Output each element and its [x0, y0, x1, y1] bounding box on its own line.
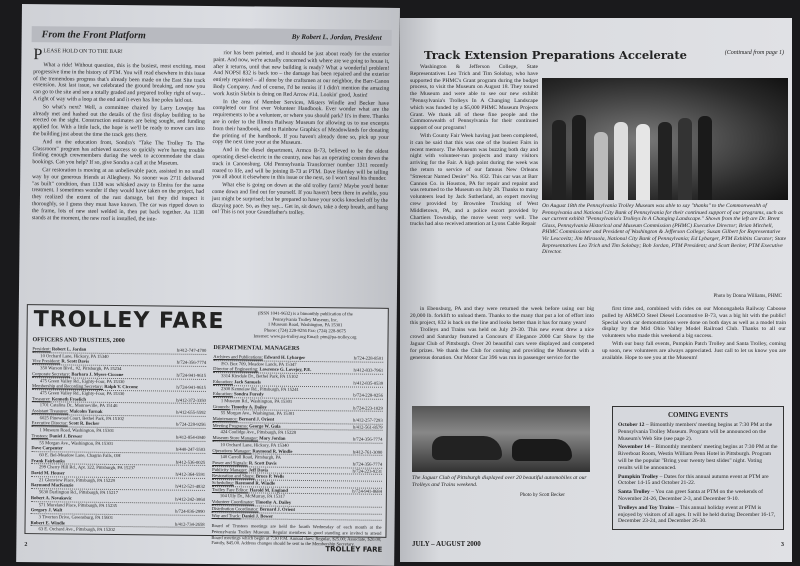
staff-role: Power and Signals: [212, 459, 248, 466]
staff-address: 104 Ully Dr., McMurray, PA 15317 [219, 493, 286, 500]
column-title: From the Front Platform [41, 28, 146, 41]
coming-events-box [612, 406, 784, 530]
staff-address: 1 Museum Road, Washington, PA 15301 [39, 427, 115, 434]
staff-address: 55 Morgan Ave., Washington, PA 15301 [39, 439, 114, 446]
lead-line: LEASE HOLD ON TO THE BAR! [43, 48, 123, 56]
staff-phone: h/412-761-3090 [352, 449, 383, 455]
event-item [618, 422, 778, 442]
paragraph: So what's next? Well, a committee chaired by Larry Lovejoy has already met and hashed out the details of the first display building to be erected on the sight. Construction estimates are being sought, and funding applied for. With a little luck, the hope is we'll be ready to move cars into the building just about the time the track gets there. [32, 104, 205, 139]
staff-role: Treasurer: [31, 395, 51, 401]
staff-address: 10 Orchard Lane, Hickory, PA 15340 [220, 441, 289, 448]
staff-name: Jack Samuels [234, 379, 261, 385]
continued-note: (Continued from page 1) [724, 50, 784, 56]
staff-name: Jeff Davis [248, 467, 269, 473]
masthead-info-line: Pennsylvania Trolley Museum, Inc. [272, 316, 338, 323]
page-number: 2 [24, 542, 28, 549]
column-header [32, 26, 392, 46]
staff-role: Publicity Manager: [212, 466, 248, 473]
staff-name: Daniel J. Bower [241, 512, 274, 519]
staff-phone: h/412-734-2658 [174, 521, 205, 527]
staff-name: Lawrence G. Lovejoy, P.E. [259, 366, 312, 373]
staff-name: Harold M. England [249, 487, 289, 493]
staff-phone: h/724-836-2990 [175, 508, 205, 515]
event-title: Pumpkin Trolley [618, 473, 659, 480]
staff-name: Frank Fairbanks [31, 457, 65, 464]
paragraph: Car restoration is moving at an unbelievable pace, assisted in no small way by our generous friends at Allegheny. No sooner was 2711 delivered "as built" condition, than 1138 was whisked away to Elmira for the same treatment. I sometimes wonder if they would have taken on the project, had they realized the extent of the rust damage, but they did inspect it thoroughly, so I guess they must have known. The car was ripped down to the frame, lots of new steel welded in, then put back together. As 1138 stands at the moment, the new roof is installed, the inte- [31, 167, 205, 222]
staff-phone: h/412-242-3064 [175, 496, 205, 502]
staff-phone: h/724-941-9615 [176, 384, 207, 391]
staff-name: R. Scott Davis [61, 358, 90, 365]
staff-phone: h/724-356-7774 [352, 436, 383, 442]
staff-name: Bernard J. Orient [238, 416, 275, 422]
staff-phone: h/412-372-3350 [176, 397, 206, 403]
staff-address: 3314 Kirsdale Dr., Bethel Park, PA 15102 [221, 373, 298, 380]
staff-address: 1701 Catalina Dr., Monroeville, PA 15146 [39, 402, 118, 409]
staff-phone: h/724-356-7774 [352, 461, 383, 467]
paragraph: With our busy fall events, Pumpkin Patch Trolley and Santa Trolley, coming up soon, new volunteers are always appreciated. Just call to let us know you are available. Hope to see you at the Museum! [602, 340, 786, 361]
staff-role: Education: [213, 378, 233, 385]
staff-role: Education: [212, 391, 233, 397]
page-number: 3 [781, 542, 784, 548]
events-heading: COMING EVENTS [667, 411, 729, 419]
staff-phone: h/724-941-8684 [352, 488, 382, 494]
staff-phone: h/412-536-0025 [175, 459, 206, 465]
article-column-mid-2 [602, 306, 786, 362]
managers-list [211, 343, 383, 548]
event-item [618, 489, 778, 503]
staff-role: Director of Engineering: [213, 366, 259, 372]
staff-phone: h/412-854-6940 [175, 434, 206, 440]
staff-address: 60 E. Bel-Meadow Lane, Chagrin Falls, OH [39, 452, 121, 459]
masthead-title: TROLLEY FARE [33, 307, 225, 335]
staff-address: 424 Coolidge Ave., Pittsburgh, PA 15228 [220, 429, 297, 436]
staff-phone: h/412-835-0539 [353, 380, 384, 386]
masthead-info-line: Internet: www.pa-trolley.org Email: ptm@pa-trolley.org [253, 333, 357, 340]
paragraph: And in the diesel department, Armco B-73, believed to be the oldest operating diesel-electric in the country, now has an operating cousin down the track in Canonsburg. Old Pennsylvania Transformer number 1311 recently roared to life, and will be joining B-73 at PTM. Dave Hamley will be telling you all about it elsewhere in this issue or the next, so I won't steal his thunder. [212, 147, 389, 183]
staff-role: Volunteer Coordinator: [211, 499, 255, 505]
staff-role: Vice President: [32, 358, 61, 364]
staff-phone: h/412-833-7961 [353, 367, 384, 374]
staff-phone: b/724-228-9256 [353, 392, 383, 399]
staff-name: Bernard J. Orient [259, 506, 296, 512]
issue-date: JULY – AUGUST 2000 [412, 540, 481, 548]
event-item [618, 474, 778, 488]
staff-name: Robert A. Novakovic [30, 494, 72, 501]
staff-role: Scheduling: [211, 480, 234, 486]
staff-phone: h/412-747-4700 [176, 347, 207, 353]
staff-address: 2300 Kennelaw Rd., Pittsburgh, PA 15241 [220, 385, 299, 392]
staff-address: 475 Green Valley Rd., Eighty-Four, PA 15330 [39, 390, 125, 397]
masthead-info-line: (ISSN 1041-9632) is a bimonthly publication of the [257, 310, 353, 317]
staff-role: Executive Director: [31, 420, 68, 426]
staff-address: 571 Moreland Place, Pittsburgh, PA 15235 [38, 501, 118, 508]
staff-address: 6025 Pinewood Court, Bethel Park, PA 15102 [39, 414, 125, 421]
staff-phone: h/724-228-8501 [353, 355, 384, 361]
staff-role: Corporate Secretary: [32, 370, 71, 377]
staff-phone: h/724-356-7774 [176, 360, 207, 366]
article-column-mid-1 [410, 306, 594, 362]
paragraph: What a ride! Without question, this is the busiest, most exciting, most progressive time in the history of PTM. You will read elsewhere in this issue of the tremendous progress that's already been made on the East Site track extension. Just last issue, we celebrated the ground breaking, and now you can go to the site and see a totally graded and prepared trolley right of way... A right of way with a loop at the end and it even has line poles laid out. [32, 62, 206, 104]
paragraph: Washington & Jefferson College, State Representatives Leo Trich and Tim Solobay, who have supported the PHMC's Grant program during the budget process, to visit the Museum on August 18. They toured the Museum and were able to see our new exhibit "Pennsylvania's Trolleys In A Changing Landscape which was funded by a $5,000 PHMC Museum Projects Grant. We thank all of these fine people and the Commonwealth of Pennsylvania for their continued support of our programs! [410, 64, 538, 132]
staff-address: 350 Warson Blvd., #2, Pittsburgh, PA 15234 [40, 365, 122, 372]
car-show-photo [412, 406, 590, 472]
staff-role: Trolley Fare Editor: [211, 486, 249, 493]
staff-name: Dave Carpenter [31, 445, 63, 451]
staff-name: Malcolm Turnak [69, 408, 103, 414]
staff-name: Ralph V. Ciccone [104, 384, 138, 390]
staff-name: R. Scott Davis [248, 460, 277, 466]
staff-role: Maintenance: [212, 416, 238, 422]
paragraph: What else is going on down at the old trolley farm? Maybe you'd better come down and find out for yourself. If you haven't been there in awhile, you just might be surprised; but be prepared to have your socks knocked off by the dizzying pace. So, as they say... Get in, sit down, take a deep breath, and hang on! This is not your Grandfather's trolley. [211, 182, 389, 217]
staff-name: Bruce P. Wells [255, 473, 285, 480]
staff-role: Trustees: [31, 432, 49, 439]
event-item [618, 444, 778, 471]
paragraph: With County Fair Week having just been completed, it can be said that this was one of the busiest Fairs in recent memory. The Museum was buzzing both day and night with volunteer-run projects and many visitors arriving for the Fair. A high point during the week was the return to service of our famous New Orleans "Streetcar Named Desire" No. 832. This car was at Barr Cannon Co. in Houston, PA for repair and repaint and was returned to the Museum on July 28. Thanks to many volunteers lead by Jack Sutherland, an expert moving crew provided by Brownlee Trucking of West Middletown, PA, and a police escort provided by Chartiers Township, the move went very well. The trucks had also received attention at Lyons Cable Repair [410, 132, 538, 228]
masthead-info-line: Phone: (724) 228-9256 Fax: (724) 228-9675 [264, 327, 347, 334]
staff-name: Barbara J. Myers-Ciccone [71, 371, 124, 377]
photo-caption: The Jaguar Club of Pittsburgh displayed over 20 beautiful automobiles at our Trolleys and Trains weekend. [412, 475, 587, 488]
staff-address: 10 Orchard Lane, Hickory, PA 15340 [40, 352, 109, 359]
staff-name: Scott R. Becker [68, 420, 100, 427]
staff-role: Archives and Publications: [213, 354, 263, 360]
article-column-2 [212, 50, 390, 219]
photo-caption: On August 18th the Pennsylvania Trolley Museum was able to say "thanks" to the Commonwealth of Pennsylvania and National City Bank of Pennsylvania for their continued support of our programs, such as our current exhibit "Pennsylvania's Trolleys In A Changing Landscape." Shown from the left are Dr. Brent Glass, Pennsylvania Historical and Museum Commission (PHMC) Executive Director; Brian Mitchell, PHMC Commissioner and President of Washington & Jefferson College; Susan Gilbert for Representative Vic Lescovitz; Jim Mirasola, National City Bank of Pennsylvania; Ed Lybarger, PTM Exhibits Curator; State Representatives Leo Trich and Tim Solobay; Bob Jordan, PTM President; and Scott Becker, PTM Executive Director. [542, 203, 787, 256]
staff-entry [30, 520, 204, 534]
left-page [16, 4, 400, 566]
staff-address: 5630 Darlington Rd., Pittsburgh, PA 15217 [38, 489, 119, 496]
staff-phone: h/724-941-9615 [176, 372, 207, 378]
staff-role: Way and Track: [211, 512, 241, 518]
staff-address: 140 Carroll Road, Pittsburgh, PA [220, 454, 282, 460]
event-title: Santa Trolley [618, 489, 650, 496]
publication-name: TROLLEY FARE [325, 545, 383, 554]
article-column-1 [32, 48, 206, 224]
staff-address: 299 Cherry Hill Rd., Apt. 322, Pittsburgh, PA 15237 [39, 464, 136, 471]
byline: By Robert L. Jordan, President [291, 32, 382, 42]
staff-name: Mary Jordan [259, 435, 286, 441]
staff-role: President: [32, 346, 51, 352]
event-item [618, 505, 778, 525]
article-column-top [410, 64, 538, 229]
officers-list [30, 335, 206, 534]
staff-phone: h/724-223-1029 [353, 405, 383, 411]
staff-name: Sondra Furedy [233, 391, 264, 397]
staff-phone: h/412-561-8579 [352, 424, 383, 430]
staff-name: Raymond R. Windle [252, 447, 293, 454]
staff-phone: h/412-364-5591 [175, 471, 206, 478]
paragraph: In the area of Member Services, Misters Windle and Becker have completed our first ever Volunteer Handbook. Ever wonder what are the requirements to be a volunteer, or where you should park? It's in there. Thanks are in order to the Illinois Railway Museum for allowing us to use excerpts from their handbook, and to Rainbow Graphics of Meadowlands for donating the printing of the handbook. If you haven't already done so, pick up your copy the next time your at the Museum. [212, 98, 390, 147]
event-text: – Dates for this annual autumn event at PTM are October 14-15 and October 21-22. [618, 473, 769, 487]
fine-print: Board of Trustees meetings are held the fourth Wednesday of each month at the Pennsylvania Trolley Museum. Regular members in good standing are invited to attend Board meetings which begin at 7:30 P.M. Annual dues: Regular, $25.00; Associate, $20.00; Family, $45.00. Address changes should be sent to the Membership Secretary. [211, 523, 382, 547]
staff-role: Meeting Programs: [212, 422, 248, 429]
staff-name: Raymond MacKenzie [30, 482, 74, 489]
paragraph: Trolleys and Trains was held on July 29-30. This new event drew a nice crowd and Saturday featured a Concours d' Elegance 2000 Car Show by the Jaguar Club of Pittsburgh. Over 20 beautiful cars were displayed and competed for prizes. We thank the Club for coming and providing the Museum with a generous donation. Our Motor Car 396 was run in passenger service for the [410, 327, 594, 361]
staff-role: Restoration and Shops: [212, 473, 255, 479]
staff-name: Robert E. Windle [30, 519, 66, 526]
staff-address: 475 Green Valley Rd., Eighty-Four, PA 15330 [40, 377, 125, 384]
masthead-info [228, 310, 383, 340]
masthead-info-line: 1 Museum Road, Washington, PA 15301 [267, 321, 343, 328]
staff-role: Museum Store Manager: [212, 435, 259, 441]
event-title: November 14 [618, 444, 650, 451]
officers-heading: OFFICERS AND TRUSTEES, 2000 [32, 337, 125, 345]
paragraph: rior has been painted, and it should be just about ready for the exterior paint. And now, we're actually concerned with where are we going to house it, after it returns, until that new building is ready? What a wonderful problem! And NOPSI 832 is back too – the damage has been repaired and the exterior entirely repainted – all done by the craftsmen at our neighbor, the Barr-Canon Body Company. And of course, I'd be remiss if I didn't mention the amazing work Justin Skrbin is doing on Red Arrow #14. Lookin' good, Justin! [213, 50, 390, 99]
staff-role: Membership and Recording Secretary: [31, 383, 104, 390]
article-title: Track Extension Preparations Accelerate [424, 48, 687, 62]
managers-heading: DEPARTMENTAL MANAGERS [213, 345, 300, 352]
staff-role: Operations Manager: [212, 447, 252, 453]
staff-phone: b/724-228-9256 [175, 422, 206, 428]
staff-phone: h/412-655-5592 [176, 409, 206, 415]
right-page [400, 18, 792, 562]
photo-credit: Photo by Scott Becker [520, 493, 565, 498]
staff-name: Timothy A. Dailey [255, 499, 292, 506]
staff-role: Distribution Coordinator: [211, 505, 259, 512]
group-photo [542, 78, 788, 200]
event-title: October 12 [618, 422, 645, 428]
staff-phone: h/412-521-4832 [175, 484, 205, 490]
staff-address: 1 Museum Rd., Washington, PA 15301 [220, 398, 293, 404]
paragraph: first time and, combined with rides on our Monongahela Railway Caboose pulled by ARMCO Steel Diesel Locomotive B-73, was a big hit with the public! Special work car demonstrations were done on both days as well as a model train display by the Mid Ohio Valley Model Railroad Club. Thanks to all our volunteers who made this weekend a big success. [602, 306, 786, 340]
staff-name: Kenneth Froelich [51, 395, 87, 402]
staff-name: Robert L. Jordan [51, 346, 87, 352]
staff-entry [212, 513, 382, 521]
staff-address: P.O. Box 709, Meadow Lands, PA 15347 [221, 360, 297, 367]
staff-name: Daniel J. Brewer [49, 433, 83, 439]
event-text: – Bimonthly members' meeting begins at 7:30 PM at the Riverboat Room, Westin William Penn Hotel in Pittsburgh. Program will be the popular "Bring your twenty best slides" night. Voting results will be announced. [618, 444, 778, 471]
paragraph: in Ebensburg, PA and they were returned the week before using our big 20,000 lb. forklift to unload them. Thanks to the many that put a lot of effort into this project, 832 is back on the line and looks better than it has for many years! [410, 306, 594, 326]
drop-cap: P [33, 46, 43, 64]
event-text: – You can greet Santa at PTM on the weekends of November 24-26, December 2-3, and December 9-10. [618, 489, 763, 502]
staff-address: 55 Morgan Ave., Washington, PA 15301 [220, 410, 295, 417]
masthead-box [24, 304, 388, 547]
staff-address: 3 Tiverton Drive, Greensburg, PA 15601 [38, 514, 114, 520]
staff-name: Edward H. Lybarger [263, 354, 306, 360]
staff-phone: h/412-257-7293 [353, 417, 383, 423]
paragraph: And on the education front, Sondra's "Take The Trolley To The Classroom" program has achieved success so quickly we're having trouble finding enough crewmembers during the week to accommodate the class bookings. Can you help? If so, give Sondra a call at the Museum. [32, 138, 205, 167]
event-text: – Bimonthly members' meeting begins at 7:30 PM at the Pennsylvania Trolley Museum. Program will be announced on the Museum's Web Site (see page 2). [618, 422, 773, 442]
staff-name: Raymond R. Windle [235, 480, 276, 486]
staff-name: Gregory J. Walt [30, 507, 63, 513]
staff-role: Assistant Treasurer: [31, 408, 69, 414]
staff-phone: h/440-247-5503 [175, 446, 206, 453]
staff-name: George W. Gula [249, 423, 281, 429]
photo-credit: Photo by Donna Williams, PHMC [713, 294, 782, 299]
staff-name: Timothy A. Dailey [231, 403, 267, 410]
staff-role: Grounds: [212, 403, 230, 409]
event-title: Trolleys and Toy Trains [618, 504, 675, 511]
staff-name: David M. Houser [31, 470, 65, 476]
event-text: – This annual holiday event at PTM is enjoyed by visitors of all ages. It will be held during December 16-17, December 23-24, and December 26-30. [618, 504, 776, 525]
staff-phone: h/724-223-9231 [352, 468, 383, 474]
staff-address: 63 E. Orchard Ave., Pittsburgh, PA 15202 [38, 526, 116, 533]
staff-address: 21 Glenview Place, Pittsburgh, PA 15229 [38, 476, 115, 483]
